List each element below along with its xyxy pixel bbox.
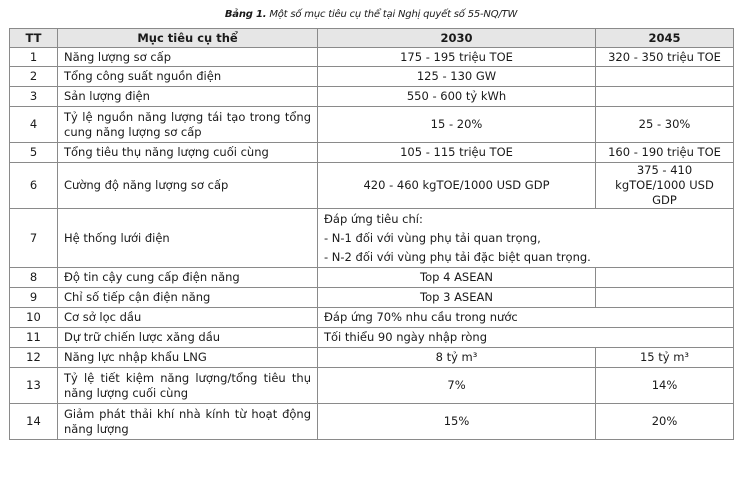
row-number: 4 bbox=[10, 107, 58, 143]
row-value-2045: 320 - 350 triệu TOE bbox=[596, 48, 734, 67]
row-value-2030: Top 4 ASEAN bbox=[318, 268, 596, 288]
table-row bbox=[10, 288, 734, 308]
row-value-2030: 7% bbox=[318, 368, 596, 404]
row-value-2030: 8 tỷ m³ bbox=[318, 348, 596, 368]
row-goal: Năng lực nhập khẩu LNG bbox=[58, 348, 318, 368]
table-caption bbox=[0, 4, 742, 28]
caption-text: Một số mục tiêu cụ thể tại Nghị quyết số 55-NQ/TW bbox=[269, 9, 518, 20]
row-value-2030: 105 - 115 triệu TOE bbox=[318, 143, 596, 163]
row-value-2045 bbox=[596, 268, 734, 288]
caption-label: Bảng 1. bbox=[224, 9, 267, 20]
row-number: 14 bbox=[10, 404, 58, 440]
row-value-merged: Đáp ứng 70% nhu cầu trong nước bbox=[318, 308, 734, 328]
row-value-2030: 550 - 600 tỷ kWh bbox=[318, 87, 596, 107]
row-value-2045: 20% bbox=[596, 404, 734, 440]
row-goal: Cường độ năng lượng sơ cấp bbox=[58, 163, 318, 209]
row-goal: Cơ sở lọc dầu bbox=[58, 308, 318, 328]
row-goal: Tổng tiêu thụ năng lượng cuối cùng bbox=[58, 143, 318, 163]
table-row bbox=[10, 268, 734, 288]
row-number: 13 bbox=[10, 368, 58, 404]
criteria-intro: Đáp ứng tiêu chí: bbox=[324, 211, 423, 226]
row-number: 11 bbox=[10, 328, 58, 348]
table-row bbox=[10, 308, 734, 328]
table-row bbox=[10, 404, 734, 440]
table-row bbox=[10, 328, 734, 348]
row-value-2045: 375 - 410 kgTOE/1000 USD GDP bbox=[596, 163, 734, 209]
table-row bbox=[10, 87, 734, 107]
row-number: 10 bbox=[10, 308, 58, 328]
row-value-2045 bbox=[596, 288, 734, 308]
row-number: 6 bbox=[10, 163, 58, 209]
row-value-merged: Tối thiểu 90 ngày nhập ròng bbox=[318, 328, 734, 348]
row-value-2030: 15 - 20% bbox=[318, 107, 596, 143]
row-number: 5 bbox=[10, 143, 58, 163]
header-2030: 2030 bbox=[318, 29, 596, 48]
row-number: 1 bbox=[10, 48, 58, 67]
row-goal: Chỉ số tiếp cận điện năng bbox=[58, 288, 318, 308]
grid-criteria bbox=[318, 209, 734, 268]
row-number: 2 bbox=[10, 67, 58, 87]
row-value-2030: 420 - 460 kgTOE/1000 USD GDP bbox=[318, 163, 596, 209]
table-row bbox=[10, 209, 734, 268]
row-value-2030: 15% bbox=[318, 404, 596, 440]
row-number: 12 bbox=[10, 348, 58, 368]
table-row bbox=[10, 107, 734, 143]
row-goal: Sản lượng điện bbox=[58, 87, 318, 107]
table-row bbox=[10, 67, 734, 87]
header-row bbox=[10, 29, 734, 48]
criteria-n2: - N-2 đối với vùng phụ tải đặc biệt quan trọng. bbox=[324, 249, 591, 264]
criteria-n1: - N-1 đối với vùng phụ tải quan trọng, bbox=[324, 230, 541, 245]
row-value-2045 bbox=[596, 87, 734, 107]
header-goal: Mục tiêu cụ thể bbox=[58, 29, 318, 48]
header-2045: 2045 bbox=[596, 29, 734, 48]
row-goal: Tỷ lệ tiết kiệm năng lượng/tổng tiêu thụ năng lượng cuối cùng bbox=[58, 368, 318, 404]
row-value-2045: 160 - 190 triệu TOE bbox=[596, 143, 734, 163]
table-row bbox=[10, 143, 734, 163]
row-goal: Giảm phát thải khí nhà kính từ hoạt động năng lượng bbox=[58, 404, 318, 440]
row-value-2045 bbox=[596, 67, 734, 87]
row-goal: Dự trữ chiến lược xăng dầu bbox=[58, 328, 318, 348]
row-value-2045: 14% bbox=[596, 368, 734, 404]
row-value-2045: 25 - 30% bbox=[596, 107, 734, 143]
row-value-2030: Top 3 ASEAN bbox=[318, 288, 596, 308]
row-goal: Hệ thống lưới điện bbox=[58, 209, 318, 268]
row-number: 7 bbox=[10, 209, 58, 268]
row-goal: Tỷ lệ nguồn năng lượng tái tạo trong tổng cung năng lượng sơ cấp bbox=[58, 107, 318, 143]
table-row bbox=[10, 48, 734, 67]
row-number: 8 bbox=[10, 268, 58, 288]
row-number: 9 bbox=[10, 288, 58, 308]
row-goal: Tổng công suất nguồn điện bbox=[58, 67, 318, 87]
row-number: 3 bbox=[10, 87, 58, 107]
row-value-2045: 15 tỷ m³ bbox=[596, 348, 734, 368]
row-value-2030: 125 - 130 GW bbox=[318, 67, 596, 87]
table-row bbox=[10, 368, 734, 404]
header-tt: TT bbox=[10, 29, 58, 48]
row-value-2030: 175 - 195 triệu TOE bbox=[318, 48, 596, 67]
row-goal: Độ tin cậy cung cấp điện năng bbox=[58, 268, 318, 288]
row-goal: Năng lượng sơ cấp bbox=[58, 48, 318, 67]
table-row bbox=[10, 348, 734, 368]
targets-table bbox=[9, 28, 734, 440]
table-row bbox=[10, 163, 734, 209]
